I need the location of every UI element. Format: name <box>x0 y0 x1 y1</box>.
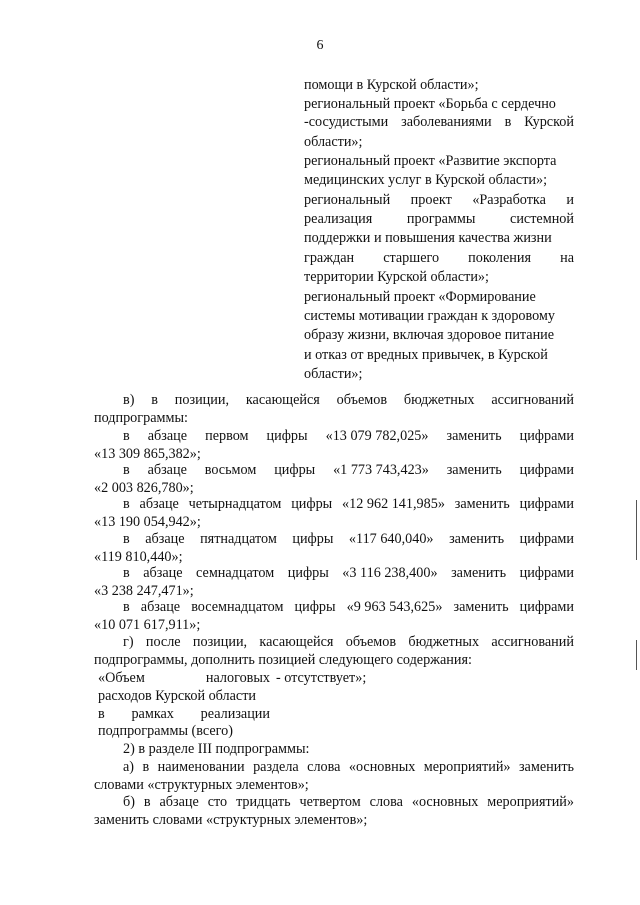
text-line: реализация программы системной <box>304 211 574 227</box>
text-line: и отказ от вредных привычек, в Курской <box>304 347 548 363</box>
text-line: области»; <box>304 366 363 382</box>
scan-edge-mark <box>636 640 637 670</box>
text-line: в абзаце первом цифры «13 079 782,025» заменить цифрами <box>123 428 574 444</box>
text-line: подпрограммы, дополнить позицией следующего содержания: <box>94 652 472 668</box>
text-line: «13 190 054,942»; <box>94 514 201 530</box>
text-line: «13 309 865,382»; <box>94 446 201 462</box>
text-line: медицинских услуг в Курской области»; <box>304 172 548 188</box>
position-value: - отсутствует»; <box>276 670 367 686</box>
text-line: региональный проект «Разработка и <box>304 192 574 208</box>
text-line: региональный проект «Развитие экспорта <box>304 153 557 169</box>
text-line: поддержки и повышения качества жизни <box>304 230 552 246</box>
paragraph-v-line: в) в позиции, касающейся объемов бюджетных ассигнований <box>123 392 574 408</box>
scan-edge-mark <box>636 500 637 560</box>
text-line: заменить словами «структурных элементов»; <box>94 812 368 828</box>
text-line: граждан старшего поколения на <box>304 250 574 266</box>
text-line: территории Курской области»; <box>304 269 489 285</box>
text-line: в абзаце пятнадцатом цифры «117 640,040» заменить цифрами <box>123 531 574 547</box>
position-label-line: расходов Курской области <box>98 688 257 704</box>
text-line: 2) в разделе III подпрограммы: <box>123 741 310 757</box>
text-line: в абзаце восьмом цифры «1 773 743,423» заменить цифрами <box>123 462 574 478</box>
page-number: 6 <box>316 38 324 53</box>
position-label-line: «Объем налоговых <box>98 670 270 686</box>
text-line: б) в абзаце сто тридцать четвертом слова «основных мероприятий» <box>123 794 574 810</box>
text-line: образу жизни, включая здоровое питание <box>304 327 555 343</box>
text-line: помощи в Курской области»; <box>304 77 479 93</box>
text-line: словами «структурных элементов»; <box>94 777 309 793</box>
text-line: а) в наименовании раздела слова «основных мероприятий» заменить <box>123 759 574 775</box>
text-line: «10 071 617,911»; <box>94 617 201 633</box>
text-line: в абзаце четырнадцатом цифры «12 962 141,985» заменить цифрами <box>123 496 574 512</box>
text-line: системы мотивации граждан к здоровому <box>304 308 556 324</box>
text-line: -сосудистыми заболеваниями в Курской <box>304 114 574 130</box>
text-line: в абзаце восемнадцатом цифры «9 963 543,625» заменить цифрами <box>123 599 574 615</box>
text-line: «2 003 826,780»; <box>94 480 194 496</box>
text-line: подпрограммы: <box>94 410 188 426</box>
paragraph-g-line: г) после позиции, касающейся объемов бюджетных ассигнований <box>123 634 574 650</box>
position-label-line: подпрограммы (всего) <box>98 723 233 739</box>
text-line: в абзаце семнадцатом цифры «3 116 238,400» заменить цифрами <box>123 565 574 581</box>
text-line: «119 810,440»; <box>94 549 183 565</box>
position-label-line: в рамках реализации <box>98 706 270 722</box>
text-line: «3 238 247,471»; <box>94 583 194 599</box>
text-line: области»; <box>304 134 363 150</box>
text-line: региональный проект «Формирование <box>304 289 536 305</box>
text-line: региональный проект «Борьба с сердечно <box>304 96 556 112</box>
